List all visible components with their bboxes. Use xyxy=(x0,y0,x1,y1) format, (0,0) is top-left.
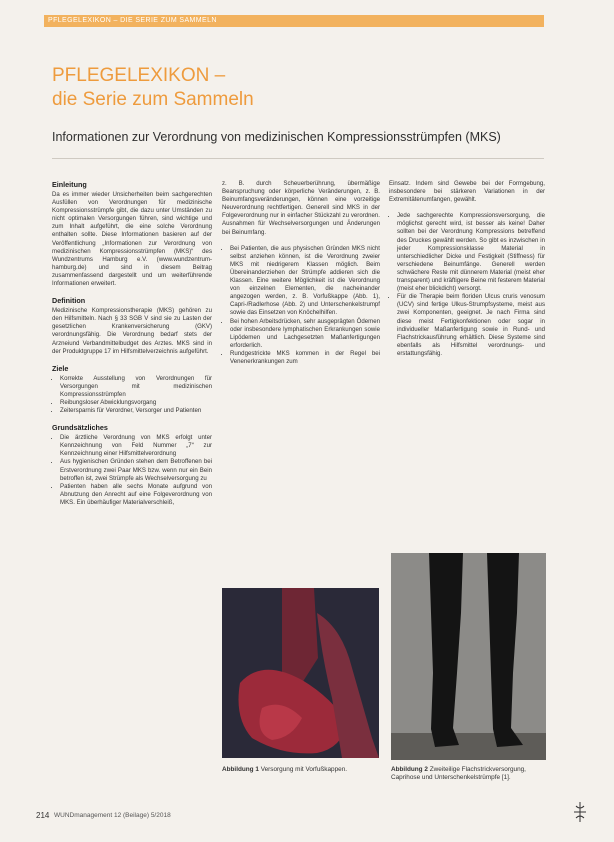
legs-stockings-illustration xyxy=(391,553,546,760)
divider xyxy=(52,158,544,159)
series-title-line1: PFLEGELEXIKON – xyxy=(52,65,226,86)
figure-1-photo xyxy=(222,588,379,758)
list-item: • Rundgestrickte MKS kommen in der Regel bei Venenerkrankungen zum xyxy=(230,350,380,366)
figure-1-text: Versorgung mit Vorfußkappen. xyxy=(260,766,348,773)
article-subtitle: Informationen zur Verordnung von medizinischen Kompressionsstrümpfen (MKS) xyxy=(52,130,501,144)
list-item: • Korrekte Ausstellung von Verordnungen für Versorgungen mit medizinischen Kompressionsstrümpfen xyxy=(60,375,212,399)
figure-2-photo xyxy=(391,553,546,760)
column-1 xyxy=(52,180,212,515)
logo-icon xyxy=(570,800,590,824)
figure-2-caption xyxy=(391,766,547,783)
text-definition: Medizinische Kompressionstherapie (MKS) gehören zu den Hilfsmitteln. Nach § 33 SGB V sind sie zu Lasten der gesetzlichen Krankenversicherung (GKV) verordnungsfähig. Die Verordnung bedarf stets der Arzneiund Verbandmittelbudget des Arztes. MKS sind in der Produktgruppe 17 im Hilfsmittelverzeichnis aufgeführt. xyxy=(52,307,212,355)
column-3 xyxy=(389,180,545,366)
header-bar xyxy=(44,15,544,27)
list-item: • Patienten haben alle sechs Monate aufgrund von Abnutzung den Anrecht auf eine Folgeverordnung von MKS. Ein überhäufiger Materialverschleiß, xyxy=(60,483,212,507)
list-grundsaetzliches xyxy=(52,434,212,507)
column-2 xyxy=(222,180,380,374)
series-title-line2: die Serie zum Sammeln xyxy=(52,89,254,110)
list-item: • Bei hohen Arbeitsdrücken, sehr ausgeprägten Ödemen oder insbesondere lymphatischen Erkrankungen sowie Lipödemen und Lachgesetzten Maßanfertigungen erforderlich. xyxy=(230,318,380,350)
list-item: • Zeitersparnis für Verordner, Versorger und Patienten xyxy=(60,407,212,415)
text-col2: z. B. durch Scheuerberührung, übermäßige Beanspruchung oder körperliche Veränderungen, z. B. Beinumfangsveränderungen, können eine vorzeitige Neuverordnung rechtfertigen. Generell sind MKS in der Folgeverordnung nur in einfacher Stückzahl zu verordnen. Ausnahmen für Wechselversorgungen und Änderungen bei Beinumfang. xyxy=(222,180,380,236)
foot-caps-illustration xyxy=(222,588,379,758)
list-item: • Aus hygienischen Gründen stehen dem Betroffenen bei Erstverordnung zwei Paar MKS bzw. wenn nur ein Bein betroffen ist, zwei Strümpfe als Wechselversorgung zu xyxy=(60,458,212,482)
heading-grundsaetzliches: Grundsätzliches xyxy=(52,423,108,433)
journal-reference: WUNDmanagement 12 (Beilage) 5/2018 xyxy=(54,812,171,819)
list-item: • Jede sachgerechte Kompressionsversorgung, die möglichst gerecht wird, ist besser als keine! Daher sollten bei der Verordnung Kompressions betreffend des Druckes gewählt werden. So gibt es inzwischen in jeder Kompressionsklasse Material in unterschiedlicher Dicke und Festigkeit (Stiffness) für verschiedene Beinumfänge. Generell werden schwächere Reste mit dünnerem Material (meist eher transparent) und kräftigere Beine mit festerem Material (meist eher blickdicht) versorgt. xyxy=(397,212,545,293)
page-number: 214 xyxy=(36,811,50,820)
list-col3 xyxy=(389,212,545,358)
list-item: • Reibungsloser Abwicklungsvorgang xyxy=(60,399,212,407)
list-ziele xyxy=(52,375,212,415)
list-item: • Für die Therapie beim floriden Ulcus cruris venosum (UCV) sind fertige Ulkus-Strumpfsysteme, meist aus zwei Komponenten, geeignet. Je nach Firma sind diese meist Fertigkonfektionen oder sogar in individueller Maßanfertigung sowie in Rund- und Flachstrickausführung erhältlich. Diese Systeme sind ebenfalls als Hilfsmittel verordnungs- und erstattungsfähig. xyxy=(397,293,545,358)
figure-1-label: Abbildung 1 xyxy=(222,766,259,773)
figure-1-caption xyxy=(222,766,380,774)
series-title xyxy=(52,64,254,112)
list-col2 xyxy=(222,245,380,366)
text-einleitung: Da es immer wieder Unsicherheiten beim sachgerechten Ausfüllen von Verordnungen für medizinische Kompressionsstrümpfe gibt, die dazu unter Umständen zu nicht optimalen Versorgungen führen, sind wichtige und zum Inhalt aufgeführt, die eine solche Verordnung enthalten sollte. Diese Informationen basieren auf der Veröffentlichung „Informationen zur Verordnung von medizinischen Kompressionsstrümpfen (MKS)“ des Wundzentrums Hamburg e.V. (www.wundzentrum-hamburg.de) und sind in diesem Beitrag zusammenfassend dargestellt und um weiterführende Informationen erweitert. xyxy=(52,191,212,288)
heading-definition: Definition xyxy=(52,296,86,306)
heading-einleitung: Einleitung xyxy=(52,180,87,189)
list-item: • Die ärztliche Verordnung von MKS erfolgt unter Kennzeichnung von Feld Nummer „7“ zur Kennzeichnung einer Hilfsmittelverordnung xyxy=(60,434,212,458)
figure-2-text: Zweiteilige Flachstrickversorgung, Caprihose und Unterschenkelstrümpfe [1]. xyxy=(391,766,526,782)
heading-ziele: Ziele xyxy=(52,363,69,373)
list-item: • Bei Patienten, die aus physischen Gründen MKS nicht selbst anziehen können, ist die Verordnung zweier MKS mit niedrigerem Klassen möglich. Beim Übereinanderziehen der Strümpfe addieren sich die Klassen. Eine weitere Möglichkeit ist die Verordnung von einzelnen Elementen, die nacheinander angezogen werden, z. B. Vorfußkappe (Abb. 1), Capri-/Radlerhose (Abb. 2) und Unterschenkelstrumpf sowie das Einsetzen von Knöchelhilfen. xyxy=(230,245,380,318)
header-bar-text: PFLEGELEXIKON – DIE SERIE ZUM SAMMELN xyxy=(48,17,217,24)
figure-2-label: Abbildung 2 xyxy=(391,766,428,773)
text-col3: Einsatz. Indem sind Gewebe bei der Formgebung, insbesondere bei stärkeren Variationen in der Extremitätenumfangen, gewählt. xyxy=(389,180,545,204)
